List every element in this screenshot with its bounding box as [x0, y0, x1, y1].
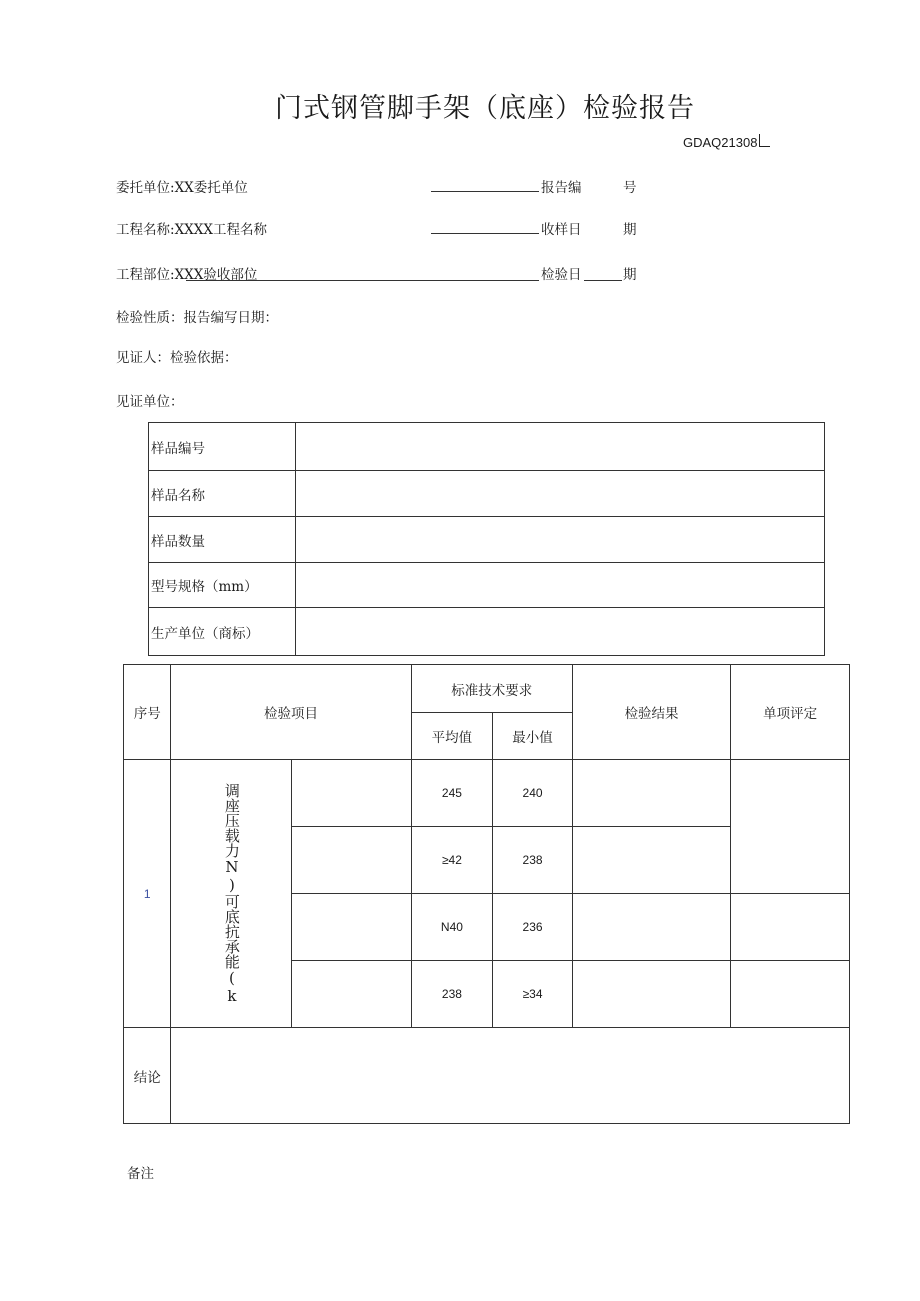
receipt-date-underline [431, 233, 539, 234]
avg-value: 238 [411, 961, 493, 1028]
sample-name-value[interactable] [296, 471, 825, 517]
sample-qty-value[interactable] [296, 517, 825, 563]
receipt-date-suffix: 期 [623, 222, 637, 238]
table-row [149, 608, 825, 656]
project-name-label: 工程名称: [116, 222, 175, 238]
code-mark [759, 134, 770, 147]
result-cell[interactable] [572, 894, 730, 961]
project-part-value: XXX验收部位 [174, 267, 258, 283]
result-cell[interactable] [572, 961, 730, 1028]
inspect-date-label: 检验日 [541, 267, 582, 283]
min-header: 最小值 [493, 713, 573, 760]
standard-header: 标准技术要求 [411, 665, 572, 713]
min-value: 238 [493, 827, 573, 894]
report-code-text: GDAQ21308 [683, 135, 758, 150]
table-row [149, 423, 825, 471]
rating-cell[interactable] [731, 760, 850, 894]
rating-cell[interactable] [731, 894, 850, 961]
sub-item-cell [292, 894, 411, 961]
rating-header: 单项评定 [731, 665, 850, 760]
witness-line: 见证人：检验依据： [116, 350, 238, 366]
sample-no-value[interactable] [296, 423, 825, 471]
avg-header: 平均值 [411, 713, 493, 760]
project-part-underline [186, 280, 539, 281]
min-value: 240 [493, 760, 573, 827]
report-code [683, 134, 770, 150]
sample-spec-value[interactable] [296, 563, 825, 608]
item-header: 检验项目 [171, 665, 411, 760]
project-name-value: XXXX工程名称 [174, 222, 268, 238]
sub-item-cell [292, 961, 411, 1028]
sample-info-table [148, 422, 825, 656]
result-cell[interactable] [572, 827, 730, 894]
witness-unit-line: 见证单位： [116, 394, 184, 410]
sample-maker-label: 生产单位（商标） [149, 608, 296, 656]
sample-name-label: 样品名称 [149, 471, 296, 517]
min-value: ≥34 [493, 961, 573, 1028]
project-part-label: 工程部位: [116, 267, 175, 283]
min-value: 236 [493, 894, 573, 961]
header-row [124, 665, 850, 713]
item-vertical-cell [171, 760, 292, 1028]
sample-spec-label: 型号规格（mm） [149, 563, 296, 608]
item-vertical-text: 调座压载力N)可底抗承能(k [222, 782, 241, 1005]
rating-cell[interactable] [731, 961, 850, 1028]
report-no-underline [431, 191, 539, 192]
inspect-date-suffix: 期 [623, 267, 637, 283]
seq-header: 序号 [124, 665, 171, 760]
client-field [116, 176, 248, 196]
sample-no-label: 样品编号 [149, 423, 296, 471]
inspect-date-underline [584, 280, 622, 281]
seq-value: 1 [124, 760, 171, 1028]
conclusion-value[interactable] [171, 1028, 850, 1124]
report-no-label: 报告编 [541, 180, 582, 196]
sub-item-cell [292, 760, 411, 827]
avg-value: 245 [411, 760, 493, 827]
report-no-suffix: 号 [623, 180, 637, 196]
sample-maker-value[interactable] [296, 608, 825, 656]
conclusion-row [124, 1028, 850, 1124]
table-row [149, 563, 825, 608]
avg-value: ≥42 [411, 827, 493, 894]
client-value: XX委托单位 [174, 180, 248, 196]
project-name-field [116, 218, 267, 238]
receipt-date-label: 收样日 [541, 222, 582, 238]
table-row [124, 760, 850, 827]
remarks-label: 备注 [127, 1166, 154, 1182]
avg-value: N40 [411, 894, 493, 961]
sub-item-cell [292, 827, 411, 894]
sample-qty-label: 样品数量 [149, 517, 296, 563]
client-label: 委托单位: [116, 180, 175, 196]
conclusion-label: 结论 [124, 1028, 171, 1124]
test-results-table [123, 664, 850, 1124]
nature-line: 检验性质：报告编写日期： [116, 310, 278, 326]
table-row [149, 471, 825, 517]
table-row [149, 517, 825, 563]
report-title: 门式钢管脚手架（底座）检验报告 [275, 93, 695, 124]
result-header: 检验结果 [572, 665, 730, 760]
result-cell[interactable] [572, 760, 730, 827]
